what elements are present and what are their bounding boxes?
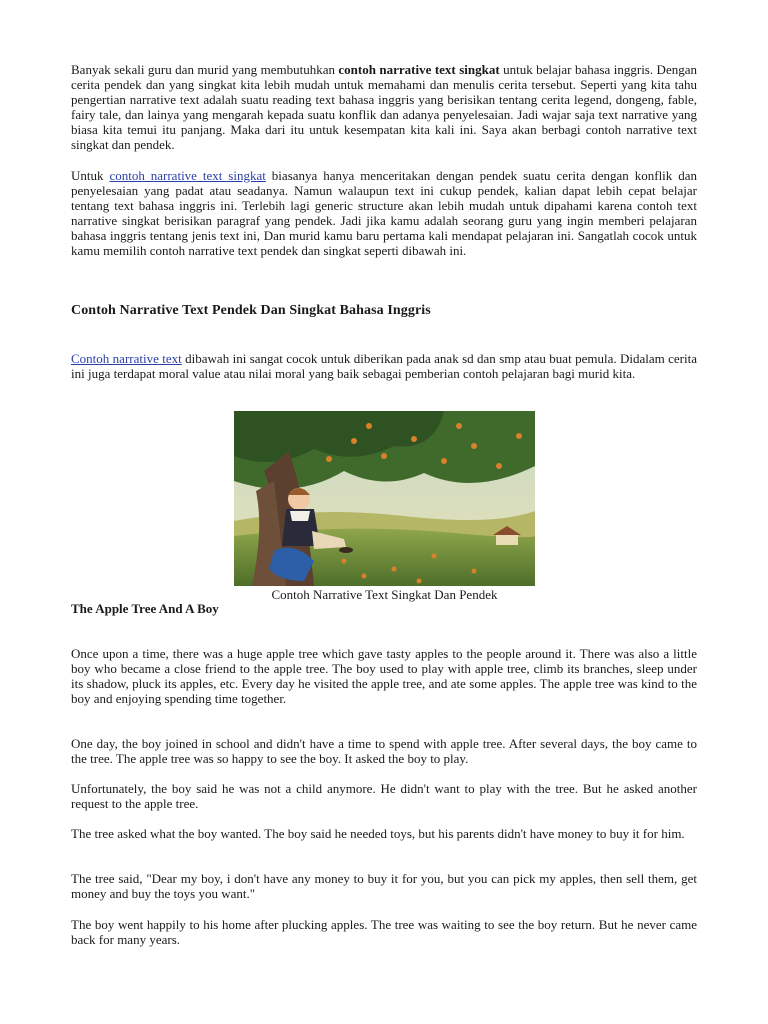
apple-tree-illustration [234,411,535,586]
keyword-bold: contoh narrative text singkat [338,62,500,77]
section-paragraph: Contoh narrative text dibawah ini sangat cocok untuk diberikan pada anak sd dan smp atau buat pemula. Didalam cerita ini juga terdapat moral value atau nilai moral yang baik sebagai pemberian contoh pelajaran bagi murid kita. [71,351,698,381]
story-paragraph: Once upon a time, there was a huge apple tree which gave tasty apples to the people around it. There was also a little boy who became a close friend to the apple tree. The boy used to play with apple tree, climb its branches, sleep under its shadow, pluck its apples, etc. Every day he visited the apple tree, and ate some apples. The apple tree was kind to the boy and enjoying spending time together. [71,646,697,706]
story-paragraph: The tree asked what the boy wanted. The boy said he needed toys, but his parents didn't have money to buy it for him. [71,826,685,841]
intro-paragraph-2: Untuk contoh narrative text singkat biasanya hanya menceritakan dengan pendek suatu cerita dengan konflik dan penyelesaian yang padat atau seadanya. Namun walaupun text ini cukup pendek, kalian dapat lebih cepat belajar tentang text bahasa inggris ini. Terlebih lagi generic structure akan lebih mudah untuk dipahami karena contoh text narrative singkat berisikan paragraf yang pendek. Jadi jika kamu adalah seorang guru yang ingin memberi pelajaran bahasa inggris tentang jenis text ini, Dan murid kamu baru pertama kali mendapat pelajaran ini. Sangatlah cocok untuk kamu memilih contoh narrative text pendek dan singkat seperti dibawah ini. [71,168,697,258]
figure-caption: Contoh Narrative Text Singkat Dan Pendek [271,587,498,602]
story-paragraph: The boy went happily to his home after plucking apples. The tree was waiting to see the boy return. But he never came back for many years. [71,917,697,947]
story-paragraph: Unfortunately, the boy said he was not a child anymore. He didn't want to play with the tree. But he asked another request to the apple tree. [71,781,697,811]
contoh-narrative-text-singkat-link[interactable]: contoh narrative text singkat [109,168,266,183]
intro-paragraph-1: Banyak sekali guru dan murid yang membutuhkan contoh narrative text singkat untuk belajar bahasa inggris. Dengan cerita pendek dan yang singkat kita lebih mudah untuk memahami dan menulis cerita tersebut. Seperti yang kita tahu pengertian narrative text adalah suatu reading text bahasa inggris yang berisikan tentang cerita legend, dongeng, fable, fairy tale, dan lainya yang mengarah kepada suatu konflik dan adanya penyelesaian. Jadi wajar saja text narrative yang biasa kita temui itu panjang. Maka dari itu untuk kesempatan kita kali ini. Saya akan berbagi contoh narrative text singkat dan pendek. [71,62,697,152]
section-heading: Contoh Narrative Text Pendek Dan Singkat Bahasa Inggris [71,303,431,318]
story-title: The Apple Tree And A Boy [71,601,219,616]
story-paragraph: One day, the boy joined in school and didn't have a time to spend with apple tree. After several days, the boy came to the tree. The apple tree was so happy to see the boy. It asked the boy to play. [71,736,697,766]
story-paragraph: The tree said, "Dear my boy, i don't have any money to buy it for you, but you can pick my apples, then sell them, get money and buy the toys you want." [71,871,697,901]
contoh-narrative-text-link[interactable]: Contoh narrative text [71,351,182,366]
